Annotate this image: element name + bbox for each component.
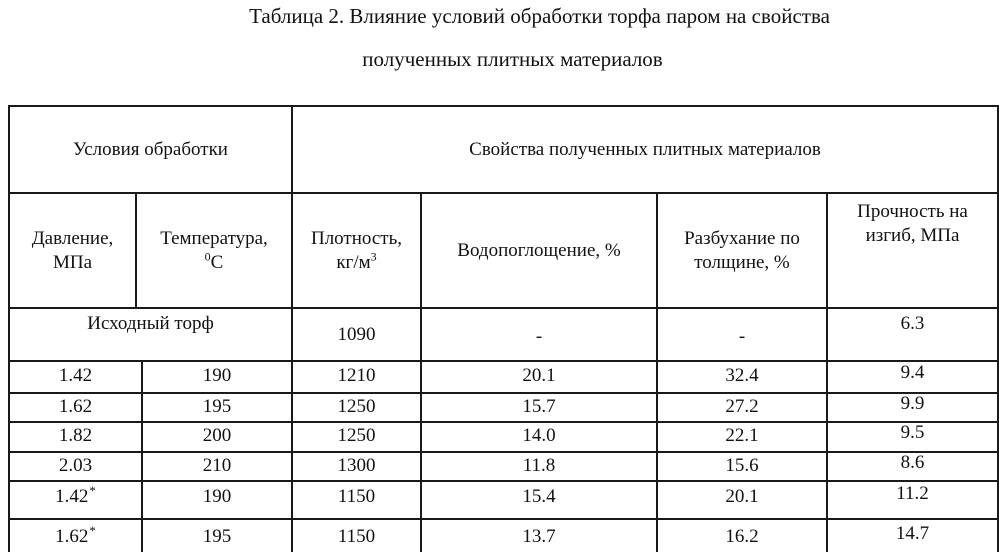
cell-swelling-value: 22.1: [725, 425, 759, 446]
cell-temperature-value: 210: [202, 455, 232, 476]
cell-pressure-value: 1.62: [55, 526, 89, 547]
initial-peat-label: Исходный торф: [87, 313, 214, 334]
cell-temperature-value: 190: [202, 365, 232, 386]
cell-pressure-value: 1.82: [58, 425, 93, 446]
cell-temperature-value: 200: [202, 425, 232, 446]
cell-temperature-value: 195: [202, 396, 232, 417]
cell-density-value: 1300: [337, 455, 376, 476]
cell-swelling: [658, 455, 826, 477]
row-divider-line: [8, 518, 999, 520]
cell-temperature-value: 195: [202, 526, 232, 547]
initial-peat-swelling: -: [738, 326, 746, 347]
cell-swelling: [658, 396, 826, 418]
cell-pressure-value: 2.03: [58, 455, 93, 476]
cell-water-absorption-value: 15.7: [522, 396, 556, 417]
cell-density: [293, 425, 420, 447]
cell-strength-value: 11.2: [896, 483, 929, 504]
cell-pressure-value: 1.42: [58, 365, 93, 386]
header-pressure-line1: Давление,: [31, 227, 114, 249]
header-temperature: [137, 194, 291, 307]
header-density-line2: [336, 251, 376, 275]
header-pressure-line2: МПа: [52, 251, 93, 273]
cell-temperature-value: 190: [202, 486, 232, 507]
cell-temperature: [143, 455, 291, 477]
cell-swelling-value: 16.2: [725, 526, 759, 547]
temperature-unit: С: [210, 251, 224, 273]
cell-water-absorption: [422, 396, 656, 418]
cell-water-absorption: [422, 526, 656, 548]
cell-strength: [828, 452, 997, 474]
cell-temperature: [143, 425, 291, 447]
cell-swelling-value: 27.2: [725, 396, 759, 417]
cell-strength: [828, 483, 997, 505]
initial-peat-water-absorption: -: [535, 326, 543, 347]
cell-density-value: 1250: [337, 425, 376, 446]
cell-density: [293, 365, 420, 387]
degree-sup: 0: [204, 249, 211, 264]
cell-pressure: [10, 396, 141, 418]
cubic-sup: 3: [370, 249, 377, 264]
cell-strength-value: 9.9: [900, 393, 925, 414]
cell-swelling-value: 15.6: [725, 455, 759, 476]
cell-water-absorption: [422, 425, 656, 447]
cell-water-absorption-value: 15.4: [522, 486, 556, 507]
header-strength-line2: изгиб, МПа: [865, 225, 960, 246]
footnote-marker: *: [89, 483, 96, 498]
header-temperature-line1: Температура,: [160, 227, 268, 249]
cell-water-absorption-value: 11.8: [522, 455, 556, 476]
cell-pressure: [10, 425, 141, 447]
cell-water-absorption-value: 20.1: [522, 365, 556, 386]
cell-pressure: [10, 483, 141, 509]
cell-pressure: [10, 523, 141, 549]
header-strength: [828, 194, 997, 254]
cell-strength-value: 9.5: [900, 422, 925, 443]
header-swelling-line2: толщине, %: [694, 251, 790, 273]
cell-strength-value: 9.4: [900, 362, 925, 383]
header-density: [293, 194, 420, 307]
cell-pressure: [10, 365, 141, 387]
cell-swelling-value: 20.1: [725, 486, 759, 507]
cell-strength: [828, 393, 997, 415]
cell-water-absorption: [422, 365, 656, 387]
cell-strength: [828, 362, 997, 384]
cell-pressure-value: 1.62: [58, 396, 93, 417]
header-material-properties: Свойства полученных плитных материалов: [469, 138, 821, 160]
cell-pressure-value: 1.42: [55, 486, 89, 507]
cell-swelling: [658, 365, 826, 387]
cell-swelling: [658, 486, 826, 508]
cell-water-absorption-value: 14.0: [522, 425, 556, 446]
header-conditions: Условия обработки: [73, 138, 228, 160]
cell-temperature: [143, 486, 291, 508]
header-pressure: [10, 194, 135, 307]
cell-pressure: [10, 455, 141, 477]
cell-swelling-value: 32.4: [725, 365, 759, 386]
cell-density-value: 1250: [337, 396, 376, 417]
cell-temperature: [143, 526, 291, 548]
header-swelling-line1: Разбухание по: [684, 227, 800, 249]
cell-density: [293, 526, 420, 548]
cell-density-value: 1150: [337, 486, 376, 507]
cell-density-value: 1210: [337, 365, 376, 386]
cell-swelling: [658, 526, 826, 548]
cell-water-absorption: [422, 486, 656, 508]
header-bottom-line: [8, 307, 999, 309]
cell-density-value: 1150: [337, 526, 376, 547]
cell-swelling: [658, 425, 826, 447]
cell-strength-value: 14.7: [895, 523, 930, 544]
header-strength-line1: Прочность на: [857, 201, 968, 222]
cell-density: [293, 455, 420, 477]
cell-strength-value: 8.6: [900, 452, 925, 473]
cell-water-absorption-value: 13.7: [522, 526, 556, 547]
table-title-line-2: полученных плитных материалов: [362, 47, 663, 71]
density-unit: кг/м: [336, 251, 371, 273]
cell-density: [293, 396, 420, 418]
cell-density: [293, 486, 420, 508]
initial-peat-density: 1090: [337, 324, 376, 345]
footnote-marker: *: [89, 523, 96, 538]
cell-water-absorption: [422, 455, 656, 477]
header-water-absorption: Водопоглощение, %: [457, 239, 621, 261]
cell-temperature: [143, 396, 291, 418]
header-swelling: [658, 194, 826, 307]
initial-peat-strength: 6.3: [900, 313, 925, 334]
header-density-line1: Плотность,: [310, 227, 403, 249]
row-divider-line: [8, 480, 999, 482]
cell-strength: [828, 422, 997, 444]
header-temperature-line2: [205, 251, 224, 275]
cell-strength: [828, 523, 997, 545]
cell-temperature: [143, 365, 291, 387]
table-title-line-1: Таблица 2. Влияние условий обработки торфа паром на свойства: [249, 4, 830, 28]
